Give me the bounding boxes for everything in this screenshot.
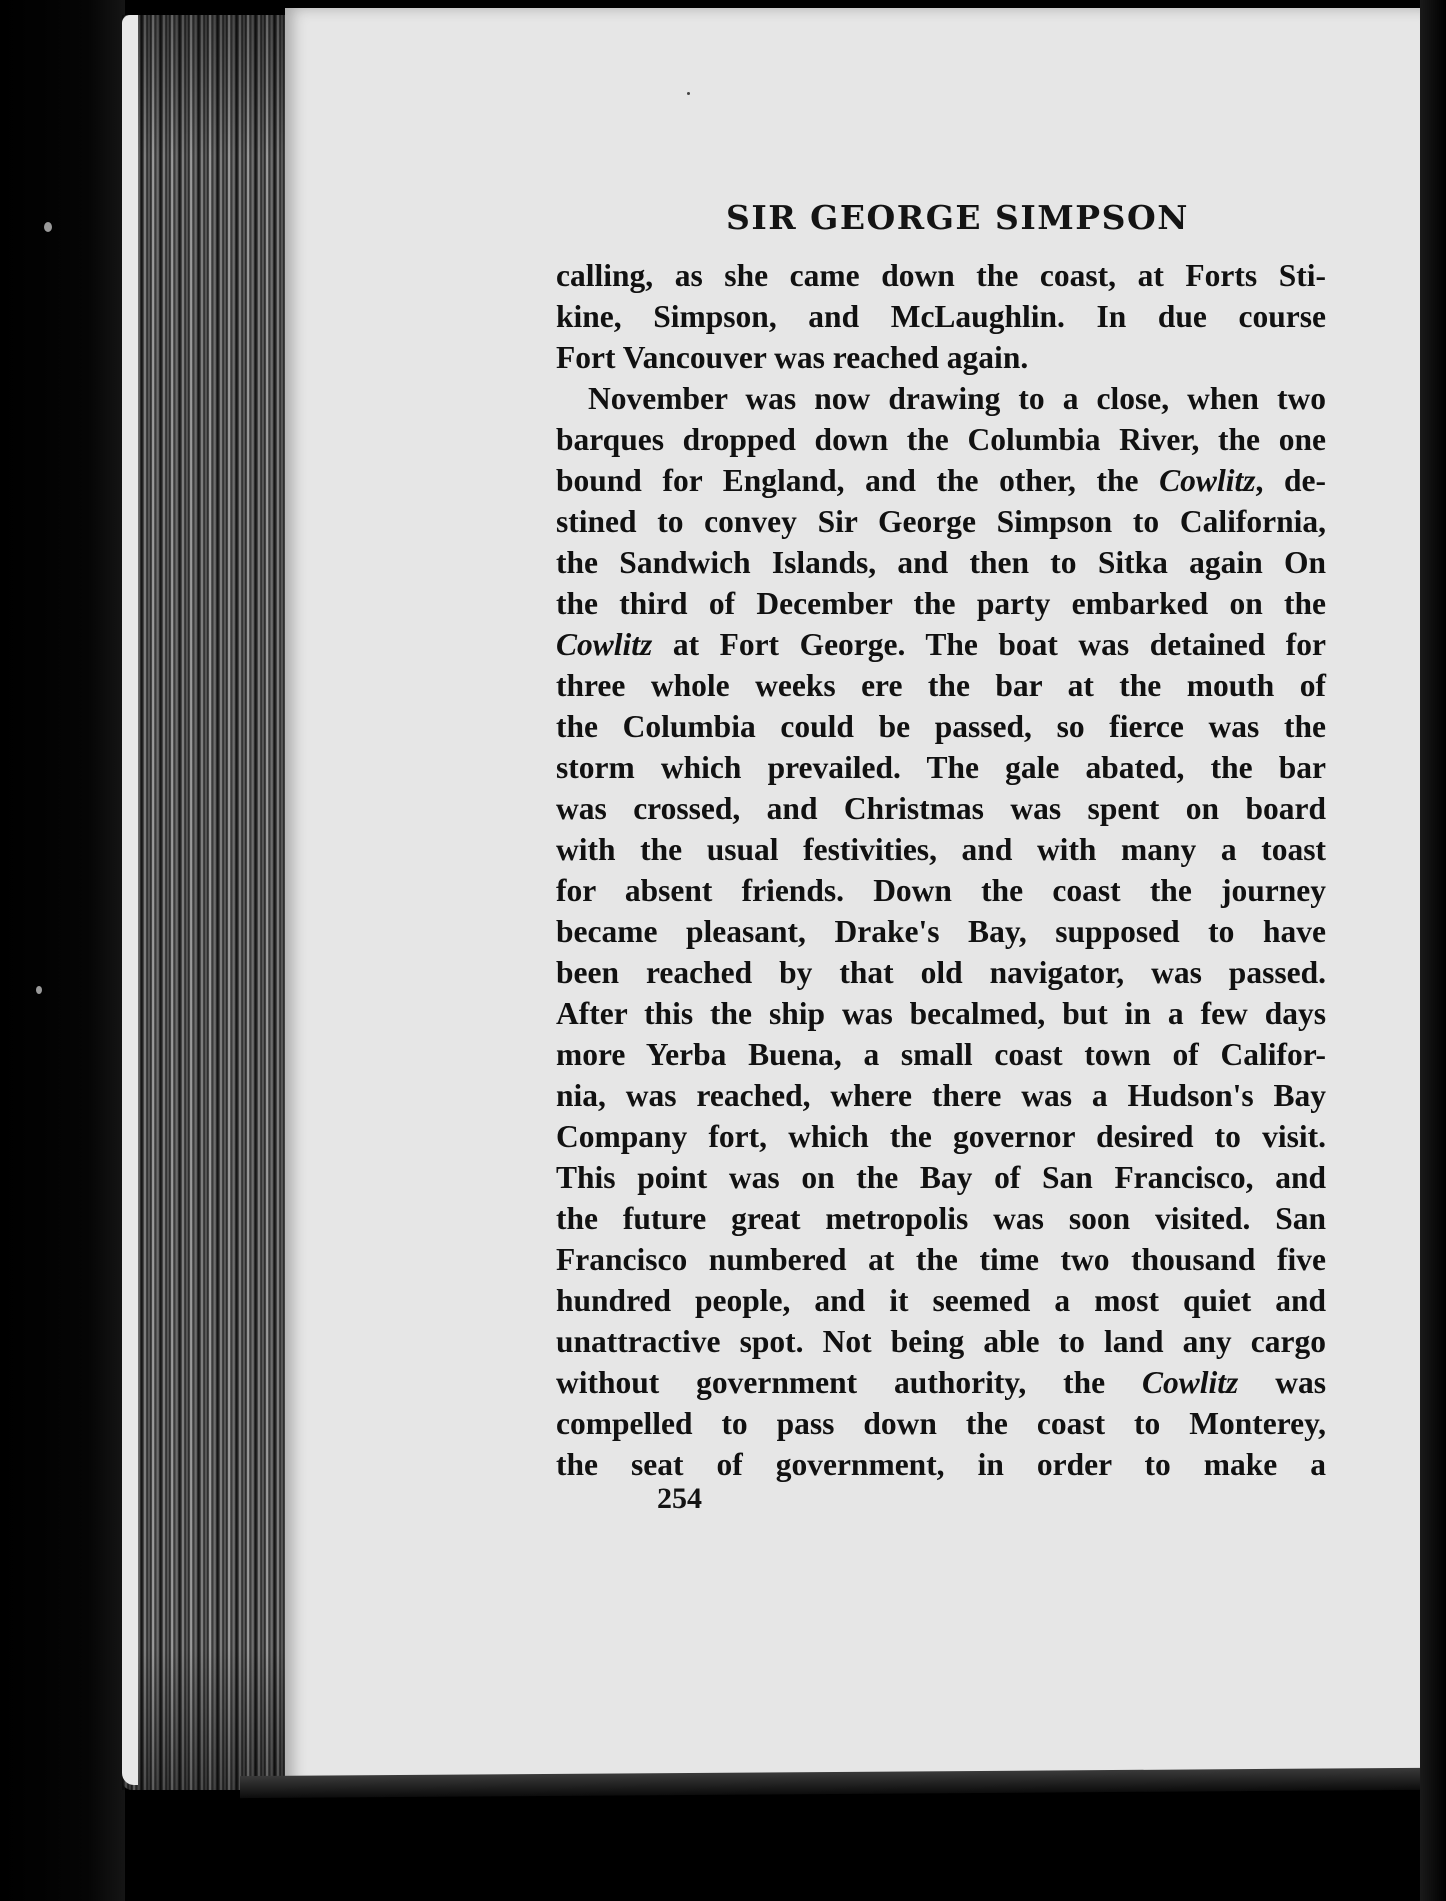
text-line: kine, Simpson, and McLaughlin. In due course (556, 299, 1326, 334)
text-line: more Yerba Buena, a small coast town of Califor- (556, 1037, 1327, 1072)
text-line: the future great metropolis was soon visited. San (556, 1201, 1327, 1236)
text-line: bound for England, and the other, the Cowlitz, de- (556, 463, 1326, 498)
text-line: Francisco numbered at the time two thousand five (556, 1242, 1326, 1277)
text-line: the Sandwich Islands, and then to Sitka again On (556, 545, 1327, 580)
text-line: unattractive spot. Not being able to land any cargo (556, 1324, 1327, 1359)
text-line: November was now drawing to a close, when two (588, 381, 1326, 416)
text-line: for absent friends. Down the coast the journey (556, 873, 1327, 908)
text-line: compelled to pass down the coast to Monterey, (556, 1406, 1327, 1441)
page-edges (122, 15, 292, 1790)
text-line: Fort Vancouver was reached again. (556, 340, 1029, 375)
scan-background (0, 0, 125, 1901)
dust-speck (687, 92, 690, 95)
text-line: stined to convey Sir George Simpson to California, (556, 504, 1326, 539)
body-text (556, 255, 1326, 1485)
text-line: without government authority, the Cowlitz was (556, 1365, 1326, 1400)
running-head: SIR GEORGE SIMPSON (726, 198, 1189, 237)
text-line: After this the ship was becalmed, but in a few days (556, 996, 1327, 1031)
text-line: hundred people, and it seemed a most quiet and (556, 1283, 1327, 1318)
text-line: been reached by that old navigator, was passed. (556, 955, 1326, 990)
text-line: calling, as she came down the coast, at Forts Sti- (556, 258, 1326, 293)
page-number: 254 (657, 1482, 702, 1515)
text-line: was crossed, and Christmas was spent on board (556, 791, 1327, 826)
right-gutter (1420, 0, 1446, 1901)
text-line: barques dropped down the Columbia River, the one (556, 422, 1326, 457)
text-line: three whole weeks ere the bar at the mouth of (556, 668, 1327, 703)
text-line: the third of December the party embarked on the (556, 586, 1327, 621)
text-line: became pleasant, Drake's Bay, supposed to have (556, 914, 1326, 949)
text-line: This point was on the Bay of San Francisco, and (556, 1160, 1326, 1195)
text-line: the seat of government, in order to make a (556, 1447, 1326, 1482)
fore-edge (122, 15, 138, 1785)
text-line: Company fort, which the governor desired to visit. (556, 1119, 1326, 1154)
text-line: Cowlitz at Fort George. The boat was detained for (556, 627, 1326, 662)
text-line: storm which prevailed. The gale abated, the bar (556, 750, 1326, 785)
text-line: the Columbia could be passed, so fierce was the (556, 709, 1326, 744)
text-line: nia, was reached, where there was a Hudson's Bay (556, 1078, 1327, 1113)
dust-speck (44, 222, 52, 232)
text-line: with the usual festivities, and with many a toast (556, 832, 1327, 867)
dust-speck (36, 986, 42, 994)
